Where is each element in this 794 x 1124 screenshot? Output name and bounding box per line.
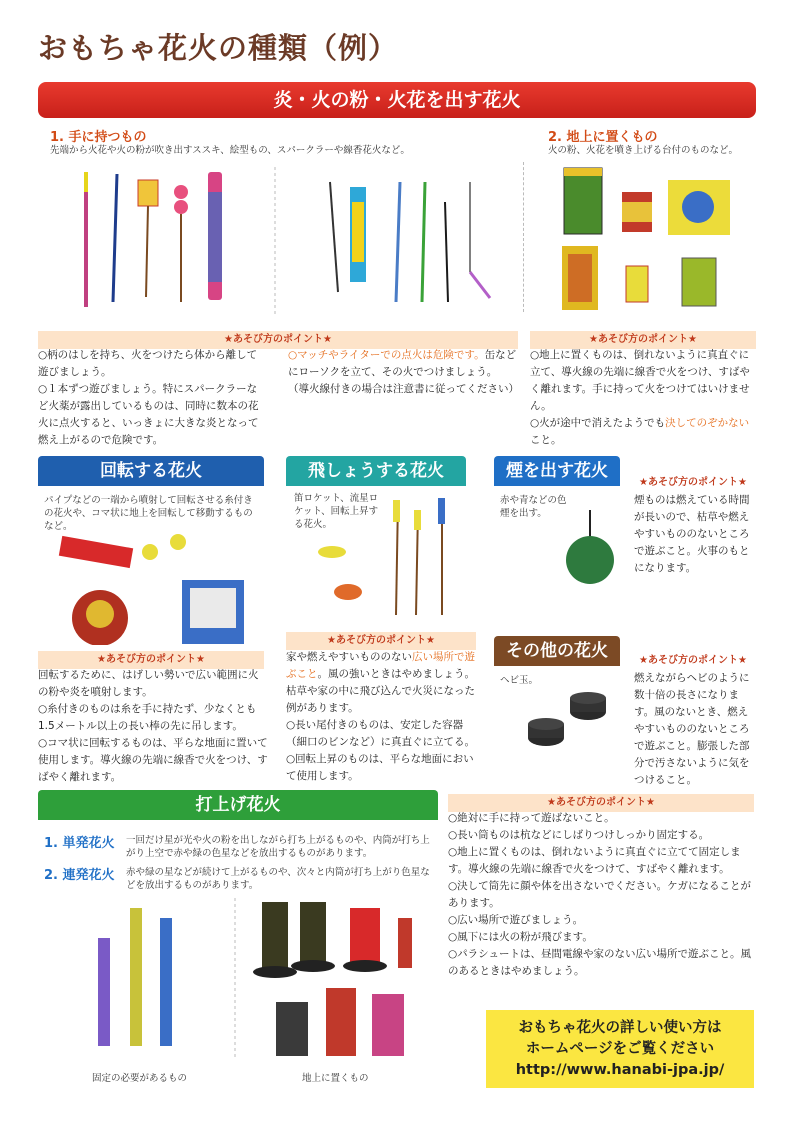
info-line-2: ホームページをご覧ください [525, 1041, 715, 1057]
uchiage-points: ○絶対に手に持って遊ばないこと。 ○長い筒ものは杭などにしばりつけしっかり固定する。 ○地上に置くものは、倒れないように真直ぐに立てて固定します。導火線の先端に線香で火をつけて、すばやく離れます。 ○決して筒先に顔や体を出さないでください。ケガになることがあります。 ○広い場所で遊びましょう。 ○風下には火の粉が飛びます。 ○パラシュートは、昼間電線や家のない広い場所で遊ぶこと。風のあるときはやめましょう。 [448, 812, 751, 977]
rotate-heading: 回転する花火 [38, 456, 264, 486]
caption-fixed: 固定の必要があるもの [92, 1073, 188, 1084]
ground-point-title: ★あそび方のポイント★ [530, 331, 756, 349]
smoke-ball-image [560, 508, 620, 598]
fly-point-title: ★あそび方のポイント★ [286, 632, 476, 650]
caption-ground: 地上に置くもの [302, 1073, 369, 1084]
rotate-points: 回転するために、はげしい勢いで広い範囲に火の粉や炎を噴射します。 ○糸付きのものは糸を手に持たず、少なくとも1.5メートル以上の長い棒の先に吊します。 ○コマ状に回転するものは、平らな地面に置いて使用します。導火線の先端に線香で火をつけ、すばやく離れます。 [38, 669, 268, 783]
handheld-match-warning: ○マッチやライターでの点火は危険です。缶などにローソクを立て、その火でつけましょう。 （導火線付きの場合は注意書に従ってください） [288, 349, 519, 395]
other-point-title: ★あそび方のポイント★ [630, 652, 756, 670]
ground-points: ○地上に置くものは、倒れないように真直ぐに立て、導火線の先端に線香で火をつけ、すばやく離れます。手に持って火をつけてはいけません。 ○火が途中で消えたようでも決してのぞかないこと。 [530, 349, 750, 446]
fire-section-banner: 炎・火の粉・火花を出す花火 [38, 82, 756, 118]
single-shot-label: 1. 単発花火 [44, 836, 115, 851]
website-info-box [486, 1010, 754, 1088]
handheld-point-title: ★あそび方のポイント★ [38, 331, 518, 349]
other-desc: ヘビ玉。 [500, 675, 539, 686]
fly-fireworks-image [300, 490, 480, 620]
snake-pellet-image [516, 690, 626, 760]
rotate-point-title: ★あそび方のポイント★ [38, 651, 264, 669]
uchiage-point-title: ★あそび方のポイント★ [448, 794, 754, 812]
uchiage-heading: 打上げ花火 [38, 790, 438, 820]
smoke-points: 煙ものは燃えている時間が長いので、枯草や燃えやすいもののないところで遊ぶこと。火事のもとになります。 [634, 494, 750, 574]
smoke-point-title: ★あそび方のポイント★ [630, 474, 756, 492]
handheld-points: ○柄のはしを持ち、火をつけたら体から離して遊びましょう。 ○１本ずつ遊びましょう。特にスパークラーなど火薬が露出しているものは、同時に数本の花火に点火すると、いっきょに大きな炎となって燃え上がるので危険です。 [38, 349, 259, 446]
ground-fireworks-image [556, 162, 756, 322]
multi-shot-text: 赤や緑の星などが続けて上がるものや、次々と内筒が打ち上がり色星などを放出するものがあります。 [126, 867, 430, 891]
aerial-fireworks-image [80, 898, 440, 1058]
ground-desc: 火の粉、火花を噴き上げる台付のものなど。 [548, 145, 739, 156]
fly-points: 家や燃えやすいもののない広い場所で遊ぶこと。風の強いときはやめましょう。枯草や家の中に飛び込んで火災になった例があります。 ○長い尾付きのものは、安定した容器（細口のビンなど）に真直ぐに立てる。 ○回転上昇のものは、平らな地面において使用します。 [286, 651, 475, 782]
handheld-fireworks-image [60, 162, 520, 322]
handheld-desc: 先端から火花や火の粉が吹き出すススキ、絵型もの、スパークラーや線香花火など。 [50, 145, 410, 156]
rotate-fireworks-image [50, 530, 260, 645]
fly-heading: 飛しょうする花火 [286, 456, 466, 486]
page-title: おもちゃ花火の種類（例） [38, 31, 399, 65]
website-link[interactable]: http://www.hanabi-jpa.jp/ [515, 1062, 725, 1078]
rotate-desc: パイプなどの一端から噴射して回転させる糸付きの花火や、コマ状に地上を回転して移動するものなど。 [44, 495, 253, 532]
other-points: 燃えながらヘビのように数十倍の長さになります。風のないとき、燃えやすいもののないところで遊ぶこと。膨張した部分で汚さないように気をつけること。 [634, 672, 750, 786]
multi-shot-label: 2. 連発花火 [44, 868, 115, 883]
ground-heading: 2. 地上に置くもの [548, 130, 658, 145]
other-heading: その他の花火 [494, 636, 620, 666]
smoke-heading: 煙を出す花火 [494, 456, 620, 486]
fly-desc: 笛ロケット、流星ロケット、回転上昇する花火。 [294, 493, 379, 530]
smoke-desc: 赤や青などの色煙を出す。 [500, 495, 567, 519]
single-shot-text: 一回だけ星が光や火の粉を出しながら打ち上がるものや、内筒が打ち上がり上空で赤や緑の色星などを放出するものがあります。 [126, 835, 430, 859]
handheld-heading: 1. 手に持つもの [50, 130, 147, 145]
info-line-1: おもちゃ花火の詳しい使い方は [518, 1020, 722, 1036]
